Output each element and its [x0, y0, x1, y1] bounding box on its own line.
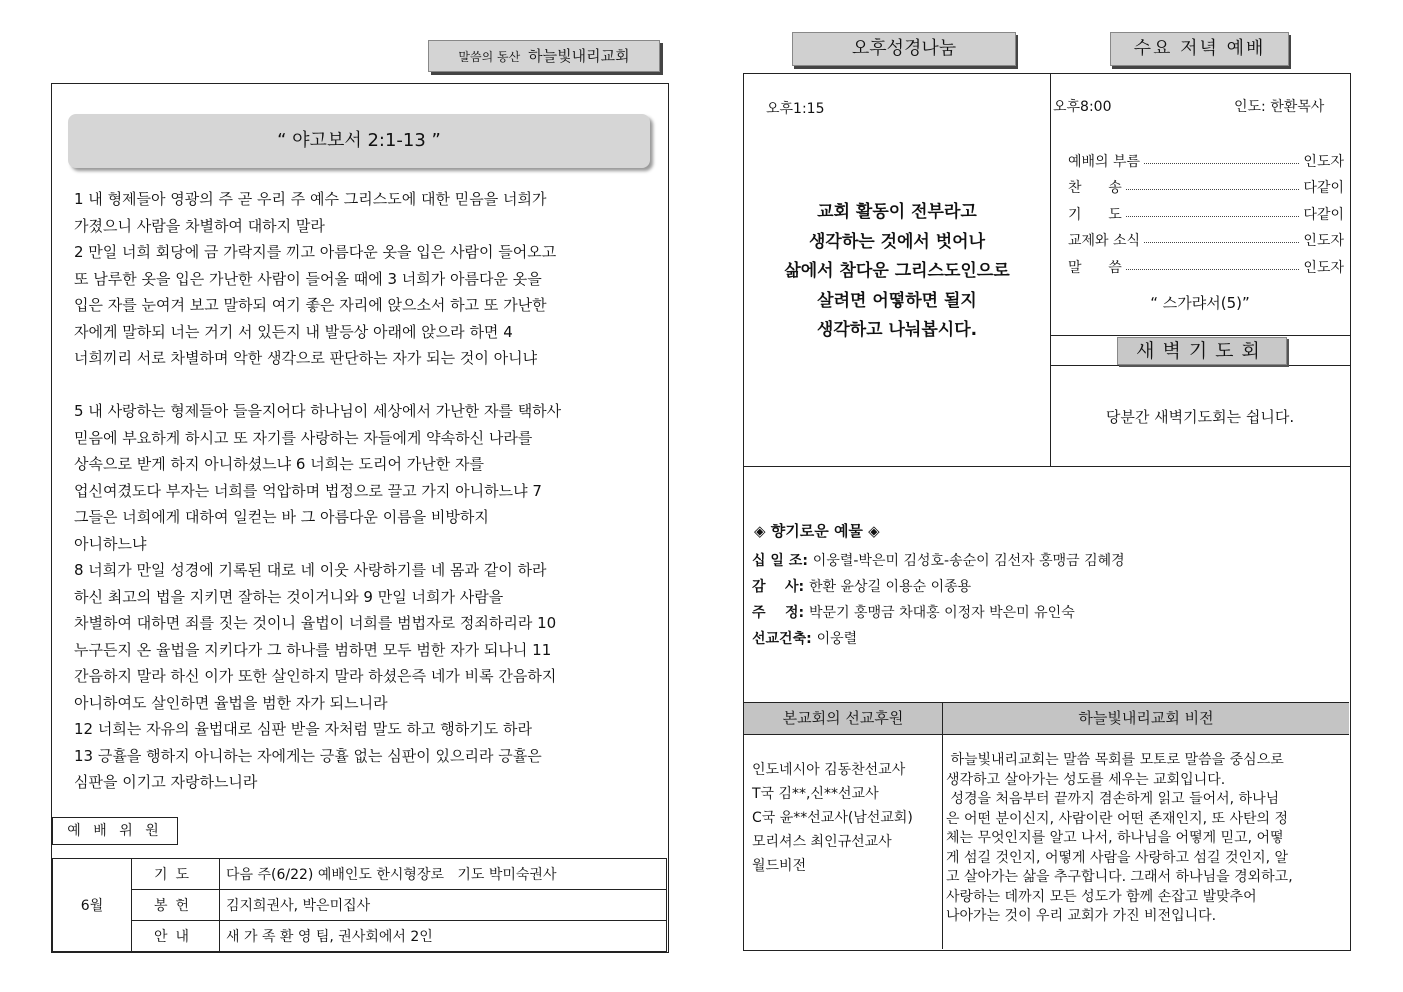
- dot-leader: [1126, 216, 1300, 217]
- afternoon-bible-tag: 오후성경나눔: [792, 32, 1016, 66]
- offering-names: 한환 윤상길 이용순 이종용: [809, 579, 972, 595]
- order-name: 찬 송: [1068, 180, 1122, 196]
- divider: [1050, 335, 1350, 336]
- wednesday-leader: 인도: 한환목사: [1234, 99, 1325, 115]
- dawn-prayer-message: 당분간 새벽기도회는 쉽니다.: [1105, 408, 1295, 426]
- divider: [743, 466, 1350, 467]
- role-value: 다음 주(6/22) 예배인도 한시형장로 기도 박미숙권사: [220, 859, 667, 890]
- offering-list: [752, 548, 1125, 652]
- divider: [1050, 365, 1350, 366]
- list-item: 월드비전: [752, 858, 807, 874]
- order-who: 다같이: [1303, 206, 1344, 223]
- list-item: 모리셔스 최인규선교사: [752, 834, 892, 850]
- header-small-text: 말씀의 동산: [458, 50, 521, 64]
- sermon-title: “ 스가랴서(5)”: [1150, 294, 1250, 312]
- vision-text: 하늘빛내리교회는 말씀 목회를 모토로 말씀을 중심으로 생각하고 살아가는 성도를 세우는 교회입니다. 성경을 처음부터 끝까지 겸손하게 읽고 들어서, 하나님 은 어떤 분이신지, 사람이란 어떤 존재인지, 또 사탄의 정 체는 무엇인지를 알고 나서, 하나님을 어떻게 믿고, 어떻 게 섬길 것인지, 어떻게 사람을 사랑하고 섬길 것인지, 알 고 살아가는 삶을 추구합니다. 그래서 하나님을 경외하고, 사랑하는 데까지 모든 성도가 함께 손잡고 발맞추어 나아가는 것이 우리 교회가 가진 비전입니다.: [946, 752, 1293, 924]
- order-item: [1068, 224, 1344, 251]
- order-who: 인도자: [1303, 233, 1344, 249]
- order-name: 기 도: [1068, 206, 1122, 223]
- role-value: 새 가 족 환 영 팀, 권사회에서 2인: [220, 921, 667, 952]
- bible-text: [74, 186, 662, 796]
- offering-label: 십 일 조:: [752, 553, 813, 569]
- offering-label: 선교건축:: [752, 631, 817, 647]
- bible-paragraph-spacer: [74, 372, 662, 399]
- bible-paragraph: 1 내 형제들아 영광의 주 곧 우리 주 예수 그리스도에 대한 믿음을 너희가 가졌으니 사람을 차별하여 대하지 말라 2 만일 너희 회당에 금 가락지를 끼고 아름다운 옷을 입은 사람이 들어오고 또 남루한 옷을 입은 가난한 사람이 들어올 때에 3 너희가 아름다운 옷을 입은 자를 눈여겨 보고 말하되 여기 좋은 자리에 앉으소서 하고 또 가난한 자에게 말하되 너는 거기 서 있든지 내 발등상 아래에 앉으라 하면 4 너희끼리 서로 차별하며 악한 생각으로 판단하는 자가 되는 것이 아니냐: [74, 190, 557, 367]
- order-name: 교제와 소식: [1068, 233, 1141, 249]
- dot-leader: [1126, 189, 1300, 190]
- role-label: 기도: [132, 859, 220, 890]
- list-item: 인도네시아 김동찬선교사: [752, 762, 906, 778]
- dot-leader: [1144, 242, 1299, 243]
- list-item: [752, 548, 1125, 574]
- order-who: 인도자: [1303, 153, 1344, 170]
- role-label: 봉헌: [132, 890, 220, 921]
- order-item: [1068, 250, 1344, 277]
- month-cell: 6월: [53, 859, 132, 952]
- list-item: T국 김**,신**선교사: [752, 786, 879, 802]
- table-row: [53, 859, 667, 890]
- wednesday-service-tag: 수요 저녁 예배: [1110, 32, 1289, 66]
- offering-names: 이웅렬: [816, 631, 858, 647]
- table-row: [53, 890, 667, 921]
- missions-list: [752, 758, 913, 878]
- message-line: 생각하는 것에서 벗어나: [808, 231, 986, 252]
- message-line: 삶에서 참다운 그리스도인으로: [784, 261, 1010, 281]
- bible-paragraph: 5 내 사랑하는 형제들아 들을지어다 하나님이 세상에서 가난한 자를 택하사 믿음에 부요하게 하시고 또 자기를 사랑하는 자들에게 약속하신 나라를 상속으로 받게 하지 아니하셨느냐 6 너희는 도리어 가난한 자를 업신여겼도다 부자는 너희를 억압하며 법정으로 끌고 가지 아니하느냐 7 그들은 너희에게 대하여 일컫는 바 그 아름다운 이름을 비방하지 아니하느냐 8 너희가 만일 성경에 기록된 대로 네 이웃 사랑하기를 네 몸과 같이 하라 하신 최고의 법을 지키면 잘하는 것이거니와 9 만일 너희가 사람을 차별하여 대하면 죄를 짓는 것이니 율법이 너희를 범법자로 정죄하리라 10 누구든지 온 율법을 지키다가 그 하나를 범하면 모두 범한 자가 되나니 11 간음하지 말라 하신 이가 또한 살인하지 말라 하셨은즉 네가 비록 간음하지 아니하여도 살인하면 율법을 범한 자가 되느니라 12 너희는 자유의 율법대로 심판 받을 자처럼 말도 하고 행하기도 하라 13 긍휼을 행하지 아니하는 자에게는 긍휼 없는 심판이 있으리라 긍휼은 심판을 이기고 자랑하느니라: [74, 402, 562, 791]
- wednesday-time: 오후8:00: [1053, 99, 1112, 115]
- dawn-prayer-tag: 새벽기도회: [1117, 337, 1287, 365]
- offering-names: 박문기 홍맹금 차대홍 이정자 박은미 유인숙: [809, 605, 1075, 621]
- order-who: 다같이: [1303, 180, 1344, 196]
- list-item: [752, 574, 1125, 600]
- worship-order: [1068, 144, 1344, 277]
- list-item: [752, 600, 1125, 626]
- dot-leader: [1126, 269, 1300, 270]
- message-line: 생각하고 나눠봅시다.: [816, 320, 978, 340]
- roles-header: 예 배 위 원: [52, 817, 178, 845]
- offering-names: 이웅렬-박은미 김성호-송순이 김선자 홍맹금 김혜경: [812, 553, 1125, 569]
- order-item: [1068, 171, 1344, 198]
- order-item: [1068, 144, 1344, 171]
- list-item: [752, 626, 1125, 652]
- role-value: 김지희권사, 박은미집사: [220, 890, 667, 921]
- order-who: 인도자: [1303, 259, 1344, 276]
- message-line: 살려면 어떻하면 될지: [817, 290, 977, 311]
- scripture-title: “ 야고보서 2:1-13 ”: [68, 114, 650, 168]
- offering-label: 주 정:: [752, 605, 810, 621]
- afternoon-time: 오후1:15: [766, 101, 825, 117]
- divider: [942, 702, 943, 949]
- offering-title: ◈ 향기로운 예물 ◈: [754, 522, 880, 540]
- church-name: 하늘빛내리교회: [528, 47, 630, 65]
- afternoon-message: [744, 198, 1050, 346]
- dot-leader: [1144, 163, 1299, 164]
- table-row: [53, 921, 667, 952]
- roles-table: [52, 858, 667, 952]
- role-label: 안내: [132, 921, 220, 952]
- vision-header: 하늘빛내리교회 비전: [943, 702, 1349, 735]
- message-line: 교회 활동이 전부라고: [817, 202, 977, 222]
- list-item: C국 윤**선교사(남선교회): [752, 810, 913, 826]
- order-item: [1068, 197, 1344, 224]
- missions-header: 본교회의 선교후원: [744, 702, 942, 735]
- offering-label: 감 사:: [752, 579, 810, 595]
- order-name: 말 씀: [1068, 259, 1122, 276]
- order-name: 예배의 부름: [1068, 153, 1141, 170]
- church-header-tag: [428, 40, 660, 72]
